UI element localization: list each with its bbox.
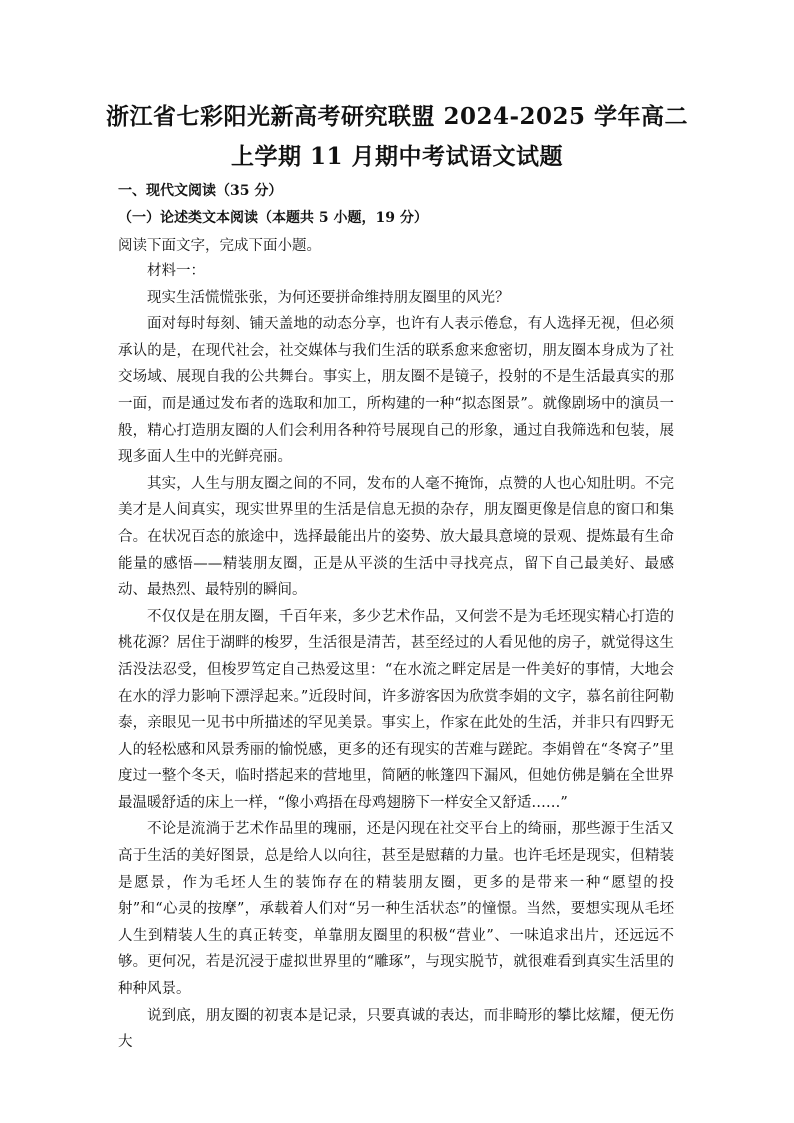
exam-title-line-2: 上学期 11 月期中考试语文试题 xyxy=(230,143,564,170)
material-paragraph-5: 不论是流淌于艺术作品里的瑰丽，还是闪现在社交平台上的绮丽，那些源于生活又高于生活的美好图景，总是给人以向往，甚至是慰藉的力量。也许毛坯是现实，但精装是愿景，作为毛坯人生的装饰存在的精装朋友圈，更多的是带来一种“愿望的投射”和“心灵的按摩”，承载着人们对“另一种生活状态”的憧憬。当然，要想实现从毛坯人生到精装人生的真正转变，单靠朋友圈里的积极“营业”、一味追求出片，还远远不够。更何况，若是沉浸于虚拟世界里的“雕琢”，与现实脱节，就很难看到真实生活里的种种风景。 xyxy=(118,821,674,998)
material-label: 材料一： xyxy=(147,263,205,279)
section-subheading: （一）论述类文本阅读（本题共 5 小题，19 分） xyxy=(118,210,428,226)
reading-instruction: 阅读下面文字，完成下面小题。 xyxy=(118,238,321,254)
material-paragraph-2: 面对每时每刻、铺天盖地的动态分享，也许有人表示倦怠，有人选择无视，但必须承认的是，在现代社会，社交媒体与我们生活的联系愈来愈密切，朋友圈本身成为了社交场域、展现自我的公共舞台。事实上，朋友圈不是镜子，投射的不是生活最真实的那一面，而是通过发布者的选取和加工，所构建的一种“拟态图景”。就像剧场中的演员一般，精心打造朋友圈的人们会利用各种符号展现自己的形象，通过自我筛选和包装，展现多面人生中的光鲜亮丽。 xyxy=(118,316,674,466)
section-heading: 一、现代文阅读（35 分） xyxy=(118,183,283,199)
exam-title-line-1: 浙江省七彩阳光新高考研究联盟 2024-2025 学年高二 xyxy=(105,103,689,130)
material-paragraph-3: 其实，人生与朋友圈之间的不同，发布的人毫不掩饰，点赞的人也心知肚明。不完美才是人间真实，现实世界里的生活是信息无损的杂存，朋友圈更像是信息的窗口和集合。在状况百态的旅途中，选择最能出片的姿势、放大最具意境的景观、提炼最有生命能量的感悟——精装朋友圈，正是从平淡的生活中寻找亮点，留下自己最美好、最感动、最热烈、最特别的瞬间。 xyxy=(118,475,674,599)
material-paragraph-4: 不仅仅是在朋友圈，千百年来，多少艺术作品，又何尝不是为毛坯现实精心打造的桃花源？居住于湖畔的梭罗，生活很是清苦，甚至经过的人看见他的房子，就觉得这生活没法忍受，但梭罗笃定自己热爱这里：“在水流之畔定居是一件美好的事情，大地会在水的浮力影响下漂浮起来。”近段时间，许多游客因为欣赏李娟的文字，慕名前往阿勒泰，亲眼见一见书中所描述的罕见美景。事实上，作家在此处的生活，并非只有四野无人的轻松感和风景秀丽的愉悦感，更多的还有现实的苦难与蹉跎。李娟曾在“冬窝子”里度过一整个冬天，临时搭起来的营地里，简陋的帐篷四下漏风，但她仿佛是躺在全世界最温暖舒适的床上一样，“像小鸡捂在母鸡翅膀下一样安全又舒适……” xyxy=(118,608,674,811)
material-paragraph-6: 说到底，朋友圈的初衷本是记录，只要真诚的表达，而非畸形的攀比炫耀，便无伤大 xyxy=(118,1007,674,1051)
material-body xyxy=(118,258,674,1056)
material-paragraph-1: 现实生活慌慌张张，为何还要拼命维持朋友圈里的风光？ xyxy=(147,289,510,306)
